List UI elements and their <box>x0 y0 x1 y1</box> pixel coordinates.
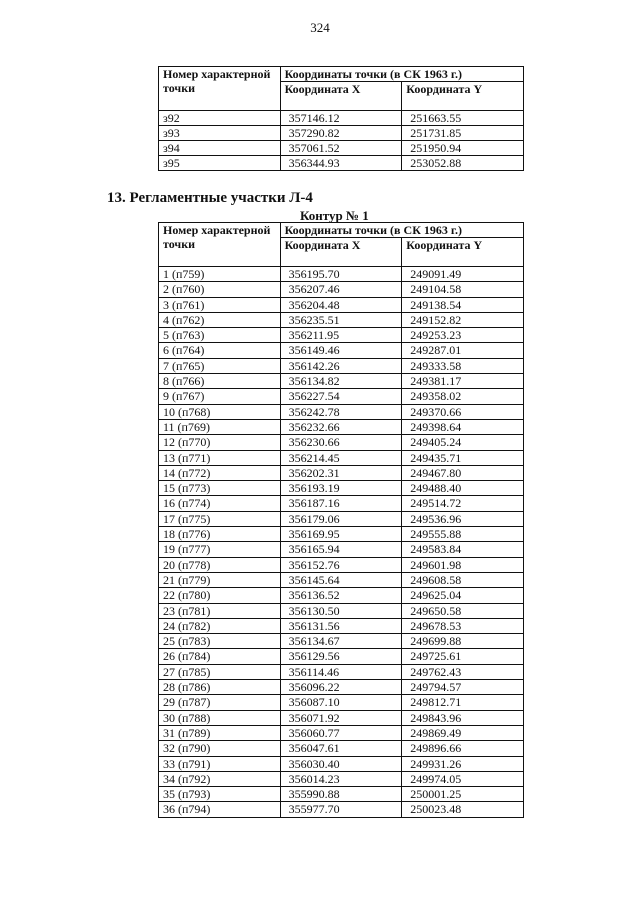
coordinate-y-cell: 249555.88 <box>402 527 524 542</box>
contour-title: Контур № 1 <box>300 208 369 223</box>
coordinate-x-cell: 356136.52 <box>280 588 402 603</box>
point-number-cell: 20 (п778) <box>159 557 281 572</box>
point-number-cell: 32 (п790) <box>159 741 281 756</box>
table-row <box>159 680 524 695</box>
point-number-cell: 17 (п775) <box>159 511 281 526</box>
coordinate-x-cell: 356165.94 <box>280 542 402 557</box>
point-number-cell: 36 (п794) <box>159 802 281 817</box>
coordinate-x-cell: 356207.46 <box>280 282 402 297</box>
coordinate-x-cell: 356179.06 <box>280 511 402 526</box>
table-row <box>159 741 524 756</box>
coordinate-x-cell: 356129.56 <box>280 649 402 664</box>
coordinate-x-cell: 357290.82 <box>280 126 402 141</box>
table-row <box>159 126 524 141</box>
table-row <box>159 557 524 572</box>
point-number-cell: 33 (п791) <box>159 756 281 771</box>
coordinate-y-cell: 249370.66 <box>402 404 524 419</box>
coordinate-y-cell: 249762.43 <box>402 664 524 679</box>
coordinate-y-cell: 249869.49 <box>402 725 524 740</box>
table-row <box>159 267 524 282</box>
coordinate-y-cell: 249333.58 <box>402 358 524 373</box>
coordinate-x-cell: 356047.61 <box>280 741 402 756</box>
table-row <box>159 725 524 740</box>
point-number-cell: 24 (п782) <box>159 618 281 633</box>
coordinate-y-cell: 249488.40 <box>402 481 524 496</box>
coordinate-x-cell: 356014.23 <box>280 771 402 786</box>
coordinate-x-cell: 356134.67 <box>280 634 402 649</box>
page-number: 324 <box>310 20 330 35</box>
coordinate-y-cell: 249467.80 <box>402 465 524 480</box>
coordinate-x-cell: 357146.12 <box>280 111 402 126</box>
table-row <box>159 111 524 126</box>
point-number-cell: 9 (п767) <box>159 389 281 404</box>
coordinate-y-cell: 249974.05 <box>402 771 524 786</box>
point-number-cell: 12 (п770) <box>159 435 281 450</box>
table-row <box>159 802 524 817</box>
point-number-cell: 27 (п785) <box>159 664 281 679</box>
table-row <box>159 389 524 404</box>
coordinate-x-cell: 356114.46 <box>280 664 402 679</box>
coordinate-y-cell: 249152.82 <box>402 312 524 327</box>
point-number-cell: 6 (п764) <box>159 343 281 358</box>
coordinate-x-cell: 356235.51 <box>280 312 402 327</box>
point-number-cell: 7 (п765) <box>159 358 281 373</box>
table-row <box>159 634 524 649</box>
point-number-cell: 15 (п773) <box>159 481 281 496</box>
coordinates-table-2 <box>158 222 524 818</box>
point-number-cell: 23 (п781) <box>159 603 281 618</box>
coordinate-y-cell: 249608.58 <box>402 572 524 587</box>
header-coordinates-group: Координаты точки (в СК 1963 г.) <box>280 67 523 82</box>
table-row <box>159 481 524 496</box>
coordinate-y-cell: 249931.26 <box>402 756 524 771</box>
coordinate-y-cell: 250001.25 <box>402 787 524 802</box>
table-row <box>159 542 524 557</box>
table-row <box>159 603 524 618</box>
coordinate-x-cell: 356230.66 <box>280 435 402 450</box>
table-row <box>159 771 524 786</box>
header-point-number: Номер характерной точки <box>159 67 281 111</box>
coordinate-x-cell: 356071.92 <box>280 710 402 725</box>
coordinate-y-cell: 249435.71 <box>402 450 524 465</box>
point-number-cell: з95 <box>159 156 281 171</box>
coordinate-x-cell: 356096.22 <box>280 680 402 695</box>
header-coordinates-group: Координаты точки (в СК 1963 г.) <box>280 223 523 238</box>
coordinate-x-cell: 356344.93 <box>280 156 402 171</box>
point-number-cell: 10 (п768) <box>159 404 281 419</box>
point-number-cell: з94 <box>159 141 281 156</box>
point-number-cell: 3 (п761) <box>159 297 281 312</box>
coordinate-y-cell: 251663.55 <box>402 111 524 126</box>
coordinate-x-cell: 356131.56 <box>280 618 402 633</box>
coordinate-y-cell: 249091.49 <box>402 267 524 282</box>
point-number-cell: 34 (п792) <box>159 771 281 786</box>
coordinate-x-cell: 356214.45 <box>280 450 402 465</box>
table-row <box>159 618 524 633</box>
table-row <box>159 756 524 771</box>
point-number-cell: 13 (п771) <box>159 450 281 465</box>
table-row <box>159 297 524 312</box>
coordinate-y-cell: 249794.57 <box>402 680 524 695</box>
coordinate-x-cell: 356187.16 <box>280 496 402 511</box>
coordinate-y-cell: 249650.58 <box>402 603 524 618</box>
coordinate-x-cell: 356134.82 <box>280 374 402 389</box>
point-number-cell: з93 <box>159 126 281 141</box>
point-number-cell: 8 (п766) <box>159 374 281 389</box>
header-point-number: Номер характерной точки <box>159 223 281 267</box>
coordinate-x-cell: 356149.46 <box>280 343 402 358</box>
coordinate-x-cell: 357061.52 <box>280 141 402 156</box>
coordinate-y-cell: 249405.24 <box>402 435 524 450</box>
coordinate-y-cell: 249843.96 <box>402 710 524 725</box>
coordinate-x-cell: 356060.77 <box>280 725 402 740</box>
point-number-cell: 1 (п759) <box>159 267 281 282</box>
coordinate-y-cell: 249253.23 <box>402 328 524 343</box>
coordinate-x-cell: 356202.31 <box>280 465 402 480</box>
coordinate-x-cell: 356087.10 <box>280 695 402 710</box>
table-row <box>159 496 524 511</box>
point-number-cell: 26 (п784) <box>159 649 281 664</box>
section-heading: 13. Регламентные участки Л-4 <box>107 190 313 206</box>
coordinate-x-cell: 355977.70 <box>280 802 402 817</box>
table-row <box>159 156 524 171</box>
point-number-cell: 25 (п783) <box>159 634 281 649</box>
coordinate-y-cell: 249287.01 <box>402 343 524 358</box>
coordinate-x-cell: 356145.64 <box>280 572 402 587</box>
header-coordinate-y: Координата Y <box>402 238 524 267</box>
coordinate-y-cell: 249812.71 <box>402 695 524 710</box>
table-row <box>159 374 524 389</box>
table-row <box>159 572 524 587</box>
coordinate-y-cell: 249583.84 <box>402 542 524 557</box>
coordinate-x-cell: 356152.76 <box>280 557 402 572</box>
coordinate-y-cell: 249896.66 <box>402 741 524 756</box>
point-number-cell: 18 (п776) <box>159 527 281 542</box>
coordinate-x-cell: 356030.40 <box>280 756 402 771</box>
coordinate-y-cell: 249138.54 <box>402 297 524 312</box>
point-number-cell: 21 (п779) <box>159 572 281 587</box>
coordinate-y-cell: 249678.53 <box>402 618 524 633</box>
table-row <box>159 695 524 710</box>
table-row <box>159 465 524 480</box>
coordinate-y-cell: 250023.48 <box>402 802 524 817</box>
table-row <box>159 419 524 434</box>
table-1-body <box>159 111 524 171</box>
table-row <box>159 343 524 358</box>
coordinate-y-cell: 253052.88 <box>402 156 524 171</box>
point-number-cell: 19 (п777) <box>159 542 281 557</box>
point-number-cell: 4 (п762) <box>159 312 281 327</box>
coordinate-x-cell: 356195.70 <box>280 267 402 282</box>
coordinate-y-cell: 249514.72 <box>402 496 524 511</box>
point-number-cell: 11 (п769) <box>159 419 281 434</box>
header-coordinate-x: Координата X <box>280 82 402 111</box>
coordinate-y-cell: 251950.94 <box>402 141 524 156</box>
coordinate-x-cell: 356142.26 <box>280 358 402 373</box>
table-row <box>159 282 524 297</box>
table-row <box>159 710 524 725</box>
point-number-cell: з92 <box>159 111 281 126</box>
coordinate-x-cell: 356211.95 <box>280 328 402 343</box>
table-row <box>159 664 524 679</box>
coordinate-x-cell: 356204.48 <box>280 297 402 312</box>
table-row <box>159 450 524 465</box>
coordinate-x-cell: 356130.50 <box>280 603 402 618</box>
table-row <box>159 404 524 419</box>
point-number-cell: 28 (п786) <box>159 680 281 695</box>
table-row <box>159 527 524 542</box>
point-number-cell: 29 (п787) <box>159 695 281 710</box>
coordinate-x-cell: 356169.95 <box>280 527 402 542</box>
coordinates-table-1 <box>158 66 524 171</box>
coordinate-x-cell: 356227.54 <box>280 389 402 404</box>
point-number-cell: 16 (п774) <box>159 496 281 511</box>
point-number-cell: 14 (п772) <box>159 465 281 480</box>
coordinate-y-cell: 249536.96 <box>402 511 524 526</box>
coordinate-y-cell: 249358.02 <box>402 389 524 404</box>
point-number-cell: 31 (п789) <box>159 725 281 740</box>
point-number-cell: 30 (п788) <box>159 710 281 725</box>
coordinate-x-cell: 356232.66 <box>280 419 402 434</box>
table-row <box>159 358 524 373</box>
coordinate-y-cell: 249625.04 <box>402 588 524 603</box>
table-row <box>159 588 524 603</box>
table-2-body <box>159 267 524 818</box>
table-row <box>159 141 524 156</box>
coordinate-y-cell: 249699.88 <box>402 634 524 649</box>
coordinate-y-cell: 249725.61 <box>402 649 524 664</box>
point-number-cell: 22 (п780) <box>159 588 281 603</box>
coordinate-y-cell: 249398.64 <box>402 419 524 434</box>
point-number-cell: 35 (п793) <box>159 787 281 802</box>
coordinate-x-cell: 356193.19 <box>280 481 402 496</box>
coordinate-y-cell: 249381.17 <box>402 374 524 389</box>
header-coordinate-x: Координата X <box>280 238 402 267</box>
table-row <box>159 312 524 327</box>
table-row <box>159 328 524 343</box>
point-number-cell: 2 (п760) <box>159 282 281 297</box>
coordinate-y-cell: 249104.58 <box>402 282 524 297</box>
coordinate-y-cell: 251731.85 <box>402 126 524 141</box>
coordinate-x-cell: 355990.88 <box>280 787 402 802</box>
table-row <box>159 511 524 526</box>
coordinate-x-cell: 356242.78 <box>280 404 402 419</box>
header-coordinate-y: Координата Y <box>402 82 524 111</box>
table-row <box>159 649 524 664</box>
table-row <box>159 787 524 802</box>
point-number-cell: 5 (п763) <box>159 328 281 343</box>
table-row <box>159 435 524 450</box>
coordinate-y-cell: 249601.98 <box>402 557 524 572</box>
